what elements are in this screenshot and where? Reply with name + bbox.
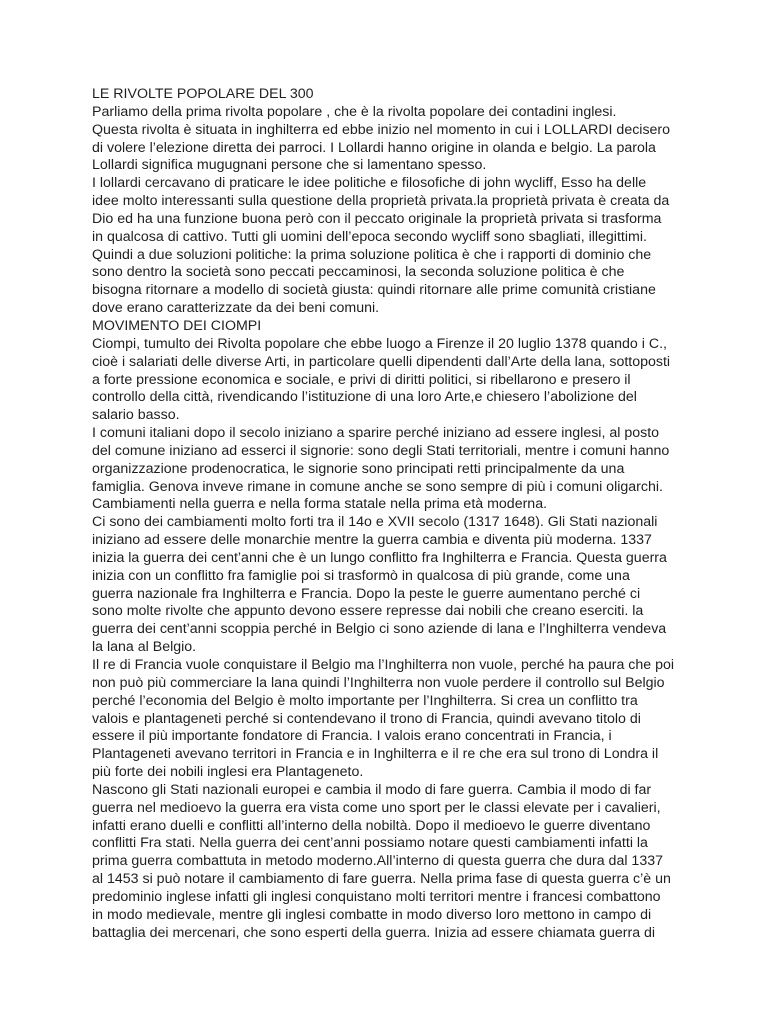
text-line: conflitti Fra stati. Nella guerra dei cent’anni possiamo notare questi cambiamenti infatti la bbox=[92, 835, 648, 852]
text-line: iniziano ad essere delle monarchie mentre la guerra cambia e diventa più moderna. 1337 bbox=[92, 532, 652, 549]
text-line: I comuni italiani dopo il secolo iniziano a sparire perché iniziano ad essere inglesi, al posto bbox=[92, 425, 660, 442]
text-line: Ciompi, tumulto dei Rivolta popolare che ebbe luogo a Firenze il 20 luglio 1378 quando i C., bbox=[92, 335, 667, 352]
text-line: inizia la guerra dei cent’anni che è un lungo conflitto fra Inghilterra e Francia. Questa guerra bbox=[92, 549, 667, 566]
text-line: guerra nazionale fra Inghilterra e Francia. Dopo la peste le guerre aumentano perché ci bbox=[92, 585, 641, 602]
text-line: I lollardi cercavano di praticare le idee politiche e filosofiche di john wycliff, Esso ha delle bbox=[92, 175, 647, 192]
text-line: dove erano caratterizzate da dei beni comuni. bbox=[92, 300, 380, 317]
text-line: famiglia. Genova inveve rimane in comune anche se sono sempre di più i comuni oligarchi. bbox=[92, 478, 663, 495]
text-line: Dio ed ha una funzione buona però con il peccato originale la proprietà privata si trasforma bbox=[92, 210, 662, 227]
text-line: più forte dei nobili inglesi era Plantageneto. bbox=[92, 764, 364, 781]
text-line: battaglia dei mercenari, che sono esperti della guerra. Inizia ad essere chiamata guerra di bbox=[92, 924, 656, 941]
text-line: essere il più importante fondatore di Francia. I valois erano concentrati in Francia, i bbox=[92, 728, 612, 745]
text-line: Ci sono dei cambiamenti molto forti tra il 14o e XVII secolo (1317 1648). Gli Stati nazionali bbox=[92, 514, 658, 531]
text-line: Cambiamenti nella guerra e nella forma statale nella prima età moderna. bbox=[92, 496, 548, 513]
text-line: Il re di Francia vuole conquistare il Belgio ma l’Inghilterra non vuole, perché ha paura che poi bbox=[92, 657, 675, 673]
text-line: perché l’economia del Belgio è molto importante per l’Inghilterra. Si crea un conflitto tra bbox=[92, 692, 638, 709]
text-line: Plantageneti avevano territori in Francia e in Inghilterra e il re che era sul trono di Londra il bbox=[92, 746, 659, 763]
text-line: predominio inglese infatti gli inglesi conquistano molti territori mentre i francesi combattono bbox=[92, 888, 661, 905]
text-line: di volere l’elezione diretta dei parroci. I Lollardi hanno origine in olanda e belgio. La parola bbox=[92, 139, 656, 156]
text-line: prima guerra combattuta in metodo moderno.All’interno di questa guerra che dura dal 1337 bbox=[92, 853, 663, 870]
text-line: in qualcosa di cattivo. Tutti gli uomini dell’epoca secondo wycliff sono sbagliati, illegittimi. bbox=[92, 228, 647, 245]
text-line: non può più commerciare la lana quindi l’Inghilterra non vuole perdere il controllo sul Belgio bbox=[92, 674, 665, 691]
text-line: del comune iniziano ad esserci il signorie: sono degli Stati territoriali, mentre i comuni hanno bbox=[92, 442, 670, 459]
text-line: Quindi a due soluzioni politiche: la prima soluzione politica è che i rapporti di dominio che bbox=[92, 246, 652, 263]
text-line: MOVIMENTO DEI CIOMPI bbox=[92, 317, 262, 334]
text-line: LE RIVOLTE POPOLARE DEL 300 bbox=[92, 86, 314, 102]
text-line: a forte pressione economica e sociale, e privi di diritti politici, si ribellarono e presero il bbox=[92, 371, 631, 388]
text-line: organizzazione prodenocratica, le signorie sono principati retti principalmente da una bbox=[92, 460, 625, 477]
text-line: infatti erano duelli e conflitti all’interno della nobiltà. Dopo il medioevo le guerre diventano bbox=[92, 817, 651, 834]
text-line: guerra dei cent’anni scoppia perché in Belgio ci sono aziende di lana e l’Inghilterra vendeva bbox=[92, 621, 667, 638]
text-line: la lana al Belgio. bbox=[92, 639, 197, 656]
text-line: sono dentro la società sono peccati peccaminosi, la seconda soluzione politica è che bbox=[92, 264, 625, 281]
text-line: salario basso. bbox=[92, 407, 180, 424]
text-line: idee molto interessanti sulla questione della proprietà privata.la proprietà privata è creata da bbox=[92, 193, 670, 210]
text-line: Nascono gli Stati nazionali europei e cambia il modo di fare guerra. Cambia il modo di far bbox=[92, 781, 652, 798]
text-line: Lollardi significa mugugnani persone che si lamentano spesso. bbox=[92, 157, 487, 174]
text-line: controllo della città, rivendicando l’istituzione di una loro Arte,e chiesero l’abolizione del bbox=[92, 389, 637, 406]
text-line: in modo medievale, mentre gli inglesi combatte in modo diverso loro mettono in campo di bbox=[92, 906, 652, 923]
text-line: valois e plantageneti perché si contendevano il trono di Francia, quindi avevano titolo di bbox=[92, 710, 641, 727]
text-line: inizia con un conflitto fra famiglie poi si trasformò in qualcosa di più grande, come una bbox=[92, 567, 630, 584]
text-line: guerra nel medioevo la guerra era vista come uno sport per le classi elevate per i cavalieri, bbox=[92, 799, 661, 816]
text-line: Questa rivolta è situata in inghilterra ed ebbe inizio nel momento in cui i LOLLARDI decisero bbox=[92, 121, 671, 138]
text-line: bisogna ritornare a modello di società giusta: quindi ritornare alle prime comunità cristiane bbox=[92, 282, 656, 299]
text-line: Parliamo della prima rivolta popolare , che è la rivolta popolare dei contadini inglesi. bbox=[92, 103, 617, 120]
text-line: cioè i salariati delle diverse Arti, in particolare quelli dipendenti dall’Arte della lana, sottoposti bbox=[92, 353, 671, 370]
text-line: sono molte rivolte che appunto devono essere represse dai nobili che creano eserciti. la bbox=[92, 603, 644, 620]
text-line: al 1453 si può notare il cambiamento di fare guerra. Nella prima fase di questa guerra c’è un bbox=[92, 871, 671, 888]
document-body bbox=[92, 86, 682, 943]
